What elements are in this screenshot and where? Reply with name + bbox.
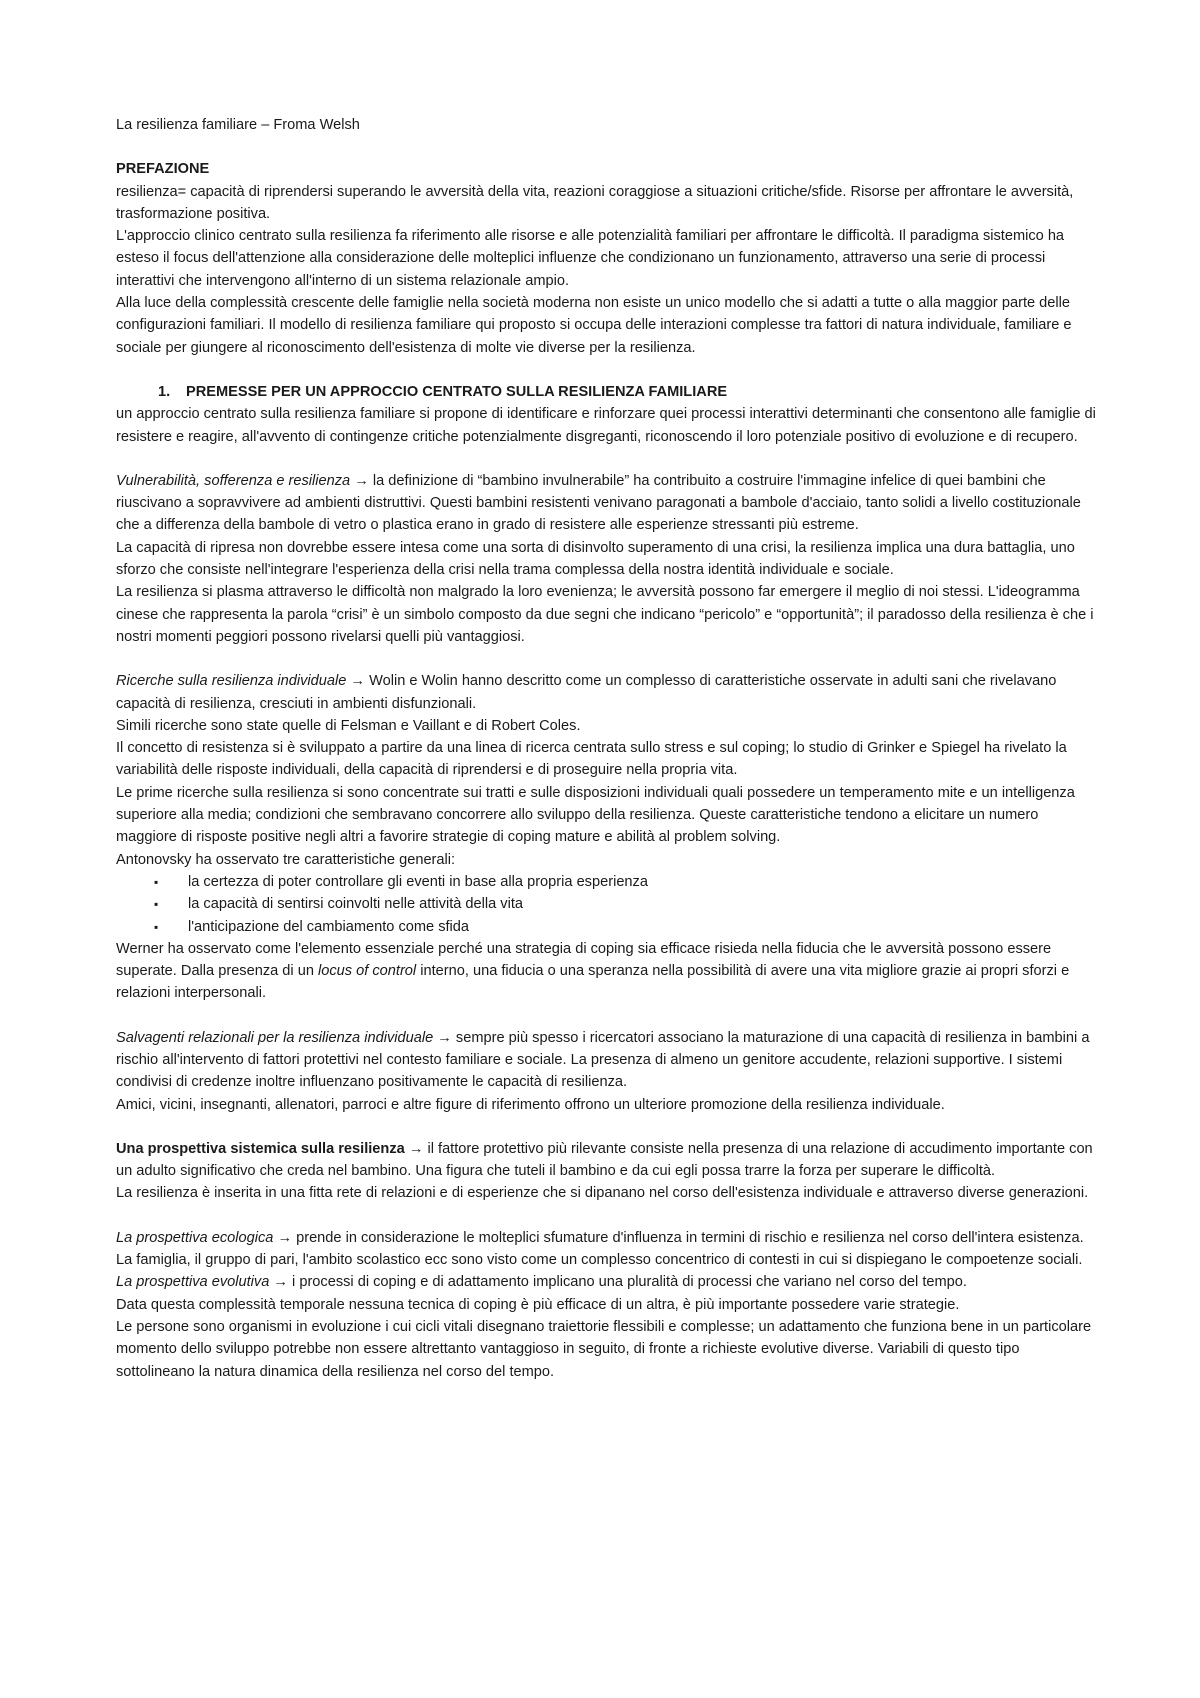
document-title: La resilienza familiare – Froma Welsh: [116, 117, 360, 133]
topic-text: i processi di coping e di adattamento implicano una pluralità di processi che variano nel corso del tempo.: [292, 1274, 967, 1291]
list-item: [116, 916, 1100, 938]
prefazione-paragraph: L'approccio clinico centrato sulla resilienza fa riferimento alle risorse e alle potenzialità familiari per affrontare le difficoltà. Il paradigma sistemico ha esteso il focus dell'attenzione alla considerazione delle molteplici influenze che condizionano un funzionamento, attraverso una serie di processi interattivi che intervengono all'interno di un sistema relazionale ampio.: [116, 228, 1065, 289]
paragraph: Il concetto di resistenza si è sviluppato a partire da una linea di ricerca centrata sullo stress e sul coping; lo studio di Grinker e Spiegel ha rivelato la variabilità delle risposte individuali, della capacità di riprendersi e di proseguire nella propria vita.: [116, 740, 1067, 779]
list-item-text: la certezza di poter controllare gli eventi in base alla propria esperienza: [188, 873, 648, 890]
topic-lead: La prospettiva ecologica: [116, 1229, 274, 1246]
bullet-icon: ▪: [154, 874, 159, 889]
prefazione-heading: PREFAZIONE: [116, 161, 210, 178]
topic-text: il fattore protettivo più rilevante consiste nella presenza di una relazione di accudimento importante con un adulto significativo che creda nel bambino. Una figura che tuteli il bambino e da cui egli possa trarre la forza per superare le difficoltà.: [116, 1140, 1093, 1180]
paragraph: La capacità di ripresa non dovrebbe essere intesa come una sorta di disinvolto superamento di una crisi, la resilienza implica una dura battaglia, uno sforzo che consiste nell'integrare l'esperienza della crisi nella trama complessa della nostra identità individuale e sociale.: [116, 539, 1075, 579]
evolutiva-paragraph: [116, 1271, 1100, 1293]
topic-text: prende in considerazione le molteplici sfumature d'influenza in termini di rischio e resilienza nel corso dell'intera esistenza. La famiglia, il gruppo di pari, l'ambito scolastico ecc sono visto come un complesso concentrico di contesti in cui si dispiegano le compoetenze sociali.: [116, 1229, 1084, 1269]
prefazione-paragraph: Alla luce della complessità crescente delle famiglie nella società moderna non esiste un unico modello che si adatti a tutte o alla maggior parte delle configurazioni familiari. Il modello di resilienza familiare qui proposto si occupa delle interazioni complesse tra fattori di natura individuale, familiare e sociale per giungere al riconoscimento dell'esistenza di molte vie diverse per la resilienza.: [116, 295, 1072, 356]
paragraph: Le prime ricerche sulla resilienza si sono concentrate sui tratti e sulle disposizioni individuali quali possedere un temperamento mite e un intelligenza superiore alla media; condizioni che sembravano concorrere allo sviluppo della resilienza. Queste caratteristiche tendono a elicitare un numero maggiore di risposte positive negli altri a favorire strategie di coping mature e abilità al problem solving.: [116, 784, 1075, 846]
topic-lead: Una prospettiva sistemica sulla resilienza: [116, 1140, 405, 1157]
italic-term: locus of control: [318, 963, 417, 980]
text-run: Werner ha osservato come l'elemento essenziale perché una strategia di coping sia efficace risieda nella fiducia che le avversità possono essere superate. Dalla presenza di un: [116, 940, 1052, 980]
topic-text: la definizione di “bambino invulnerabile” ha contribuito a costruire l'immagine infelice di quei bambini che riuscivano a sopravvivere ad ambienti distruttivi. Questi bambini resistenti venivano paragonati a bambole d'acciaio, tanto solidi a livello costituzionale che a differenza della bambole di vetro o plastica erano in grado di resistere alle esperienze stressanti più estreme.: [116, 472, 1081, 534]
section-number: 1.: [158, 383, 171, 400]
salvagenti-paragraph: [116, 1027, 1100, 1094]
bullet-icon: ▪: [154, 897, 159, 912]
document-body: [116, 114, 1100, 1383]
topic-lead: Salvagenti relazionali per la resilienza individuale: [116, 1029, 434, 1046]
prefazione-paragraph: resilienza= capacità di riprendersi superando le avversità della vita, reazioni coraggiose a situazioni critiche/sfide. Risorse per affrontare le avversità, trasformazione positiva.: [116, 183, 1074, 222]
list-item: [116, 893, 1100, 915]
arrow-icon: →: [269, 1274, 293, 1291]
sistemica-paragraph: [116, 1138, 1100, 1183]
section-title: PREMESSE PER UN APPROCCIO CENTRATO SULLA RESILIENZA FAMILIARE: [186, 383, 728, 400]
list-item-text: la capacità di sentirsi coinvolti nelle attività della vita: [188, 896, 524, 913]
arrow-icon: →: [273, 1229, 297, 1246]
paragraph: Simili ricerche sono state quelle di Felsman e Vaillant e di Robert Coles.: [116, 717, 581, 734]
arrow-icon: →: [404, 1140, 428, 1157]
paragraph: Amici, vicini, insegnanti, allenatori, parroci e altre figure di riferimento offrono un ulteriore promozione della resilienza individuale.: [116, 1096, 945, 1113]
ecologica-paragraph: [116, 1227, 1100, 1272]
bullet-list: [116, 871, 1100, 938]
ricerche-paragraph: [116, 670, 1100, 715]
paragraph: La resilienza si plasma attraverso le difficoltà non malgrado la loro evenienza; le avversità possono far emergere il meglio di noi stessi. L'ideogramma cinese che rappresenta la parola “crisi” è un simbolo composto da due segni che indicano “pericolo” e “opportunità”; il paradosso della resilienza è che i nostri momenti peggiori possono rivelarsi quelli più vantaggiosi.: [116, 584, 1094, 645]
paragraph: Le persone sono organismi in evoluzione i cui cicli vitali disegnano traiettorie flessibili e complesse; un adattamento che funziona bene in un particolare momento dello sviluppo potrebbe non essere altrettanto vantaggioso in seguito, di fronte a richieste evolutive diverse. Variabili di questo tipo sottolineano la natura dinamica della resilienza nel corso del tempo.: [116, 1318, 1092, 1380]
topic-lead: La prospettiva evolutiva: [116, 1274, 270, 1291]
paragraph: La resilienza è inserita in una fitta rete di relazioni e di esperienze che si dipanano nel corso dell'esistenza individuale e attraverso diverse generazioni.: [116, 1185, 1089, 1202]
arrow-icon: →: [350, 472, 373, 489]
section-intro-paragraph: un approccio centrato sulla resilienza familiare si propone di identificare e rinforzare quei processi interattivi determinanti che consentono alle famiglie di resistere e reagire, all'avvento di contingenze critiche potenzialmente disgreganti, riconoscendo il loro potenziale positivo di evoluzione e di recupero.: [116, 406, 1096, 445]
topic-text: Wolin e Wolin hanno descritto come un complesso di caratteristiche osservate in adulti sani che rivelavano capacità di resilienza, cresciuti in ambienti disfunzionali.: [116, 673, 1057, 712]
text-run: interno, una fiducia o una speranza nella possibilità di avere una vita migliore grazie ai propri sforzi e relazioni interpersonali.: [116, 963, 1070, 1002]
section-heading: [116, 381, 1100, 403]
bullet-icon: ▪: [154, 919, 159, 934]
paragraph: Data questa complessità temporale nessuna tecnica di coping è più efficace di un altra, è più importante possedere varie strategie.: [116, 1296, 960, 1313]
topic-lead: Vulnerabilità, sofferenza e resilienza: [116, 472, 351, 489]
list-item-text: l'anticipazione del cambiamento come sfida: [188, 918, 470, 935]
topic-text: sempre più spesso i ricercatori associano la maturazione di una capacità di resilienza in bambini a rischio all'intervento di fattori protettivi nel contesto familiare e sociale. La presenza di almeno un genitore accudente, relazioni supportive. I sistemi condivisi di credenze inoltre influenzano positivamente le capacità di resilienza.: [116, 1029, 1090, 1091]
topic-lead: Ricerche sulla resilienza individuale: [116, 673, 347, 690]
paragraph: [116, 938, 1100, 1005]
arrow-icon: →: [346, 673, 370, 690]
paragraph: Antonovsky ha osservato tre caratteristiche generali:: [116, 851, 456, 868]
list-item: [116, 871, 1100, 893]
vulnerabilita-paragraph: [116, 470, 1100, 537]
arrow-icon: →: [433, 1029, 456, 1046]
